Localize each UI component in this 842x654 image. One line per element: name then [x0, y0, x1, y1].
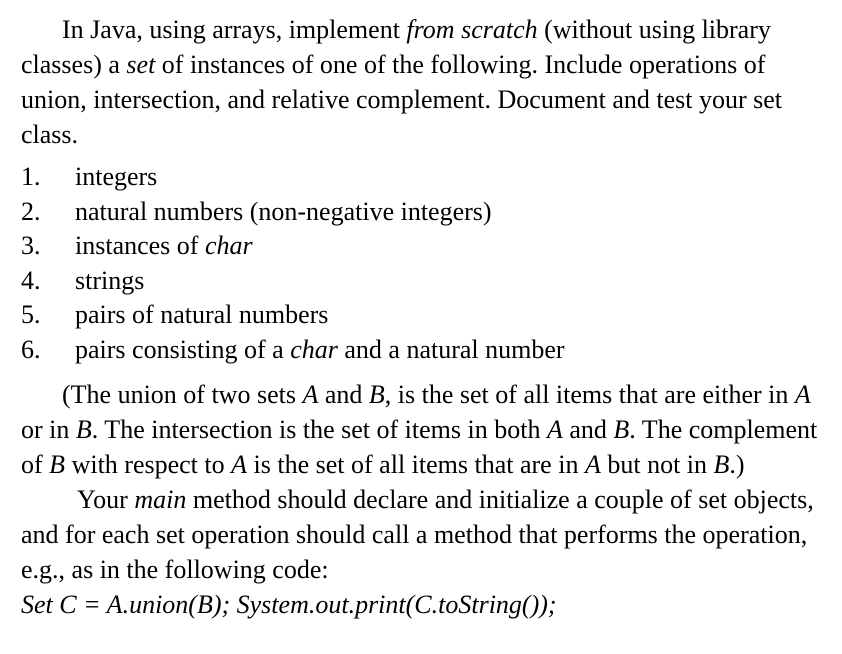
list-item-text: instances of char [75, 231, 253, 260]
list-item [21, 229, 828, 264]
definitions-paragraph: (The union of two sets A and B, is the set of all items that are either in A or in B. The intersection is the set of items in both A and B. The complement of B with respect to A is the set of all items that are in A but not in B.) [21, 380, 818, 479]
options-list [21, 160, 828, 367]
intro-text-2: (without using library classes) a [21, 15, 771, 79]
list-item-number: 6. [21, 334, 41, 364]
list-item-number: 5. [21, 300, 41, 329]
list-item-number: 4. [21, 265, 41, 295]
intro-text-3: of instances of one of the following. Include operations of union, intersection, and relative complement. Document and test your set class. [21, 50, 783, 149]
list-item-text: integers [75, 162, 158, 191]
list-item [21, 264, 828, 299]
main-emphasis: main [134, 485, 187, 514]
intro-text-1: In Java, using arrays, implement [62, 15, 407, 44]
list-item [21, 195, 828, 230]
intro-emphasis-set: set [126, 50, 156, 79]
list-item [21, 298, 828, 333]
list-item-text: pairs consisting of a char and a natural number [75, 334, 565, 364]
list-item-text: natural numbers (non-negative integers) [75, 196, 492, 226]
list-item-number: 2. [21, 196, 41, 226]
list-item-number: 1. [21, 162, 41, 191]
intro-emphasis-from-scratch: from scratch [406, 15, 538, 44]
list-item-text: pairs of natural numbers [75, 300, 329, 329]
main-method-paragraph: Your main method should declare and initialize a couple of set objects, and for each set operation should call a method that performs the operation, e.g., as in the following code: [21, 485, 814, 584]
list-item [21, 160, 828, 195]
list-item [21, 333, 828, 368]
intro-paragraph [21, 12, 828, 152]
code-example: Set C = A.union(B); System.out.print(C.toString()); [21, 590, 557, 619]
list-item-number: 3. [21, 231, 41, 260]
list-item-text: strings [75, 265, 145, 295]
